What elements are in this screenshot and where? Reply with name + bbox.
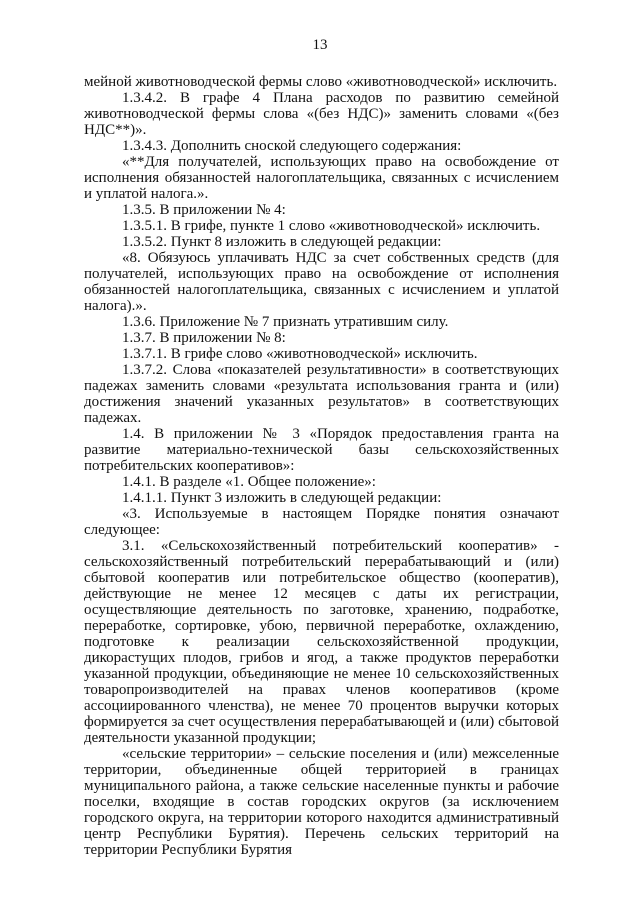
page-number: 13 — [312, 37, 328, 53]
paragraph: 1.3.5.2. Пункт 8 изложить в следующей редакции: — [122, 234, 442, 250]
paragraph: 1.4.1. В разделе «1. Общее положение»: — [122, 474, 376, 490]
paragraph: «3. Используемые в настоящем Порядке понятия означают следующее: — [84, 506, 559, 538]
paragraph: «**Для получателей, использующих право на освобождение от исполнения обязанностей налогоплательщика, связанных с исчислением и уплатой налога.». — [84, 154, 559, 202]
paragraph: 1.3.5.1. В грифе, пункте 1 слово «животноводческой» исключить. — [122, 218, 541, 234]
paragraph: 1.3.5. В приложении № 4: — [122, 202, 286, 218]
paragraph: «8. Обязуюсь уплачивать НДС за счет собственных средств (для получателей, использующих право на освобождение от исполнения обязанностей налогоплательщика, связанных с исчислением и уплатой налога).». — [84, 250, 559, 314]
paragraph: 1.4.1.1. Пункт 3 изложить в следующей редакции: — [122, 490, 442, 506]
paragraph: «сельские территории» – сельские поселения и (или) межселенные территории, объединенные общей территорией в границах муниципального района, а также сельские населенные пункты и рабочие поселки, входящие в состав городских округов (за исключением городского округа, на территории которого находится административный центр Республики Бурятия). Перечень сельских территорий на территории Республики Бурятия — [84, 746, 559, 858]
paragraph: 1.3.6. Приложение № 7 признать утратившим силу. — [122, 314, 449, 330]
paragraph: 1.3.7.2. Слова «показателей результативности» в соответствующих падежах заменить словами «результата использования гранта и (или) достижения значений указанных результатов» в соответствующих падежах. — [84, 362, 559, 426]
paragraph: 1.4. В приложении № 3 «Порядок предоставления гранта на развитие материально-технической базы сельскохозяйственных потребительских кооперативов»: — [84, 426, 559, 474]
paragraph: 1.3.4.2. В графе 4 Плана расходов по развитию семейной животноводческой фермы слова «(без НДС)» заменить словами «(без НДС**)». — [84, 90, 559, 138]
paragraph: 1.3.7. В приложении № 8: — [122, 330, 286, 346]
paragraph: 1.3.4.3. Дополнить сноской следующего содержания: — [122, 138, 462, 154]
paragraph: 1.3.7.1. В грифе слово «животноводческой» исключить. — [122, 346, 478, 362]
paragraph: 3.1. «Сельскохозяйственный потребительский кооператив» - сельскохозяйственный потребительский перерабатывающий и (или) сбытовой кооператив или потребительское общество (кооператив), действующие не менее 12 месяцев с даты их регистрации, осуществляющие деятельность по заготовке, хранению, подработке, переработке, сортировке, убою, первичной переработке, охлаждению, подготовке к реализации сельскохозяйственной продукции, дикорастущих плодов, грибов и ягод, а также продуктов переработки указанной продукции, объединяющие не менее 10 сельскохозяйственных товаропроизводителей на правах членов кооперативов (кроме ассоциированного членства), не менее 70 процентов выручки которых формируется за счет осуществления перерабатывающей и (или) сбытовой деятельности указанной продукции; — [84, 538, 559, 746]
paragraph: мейной животноводческой фермы слово «животноводческой» исключить. — [84, 74, 558, 90]
document-body — [84, 74, 559, 858]
